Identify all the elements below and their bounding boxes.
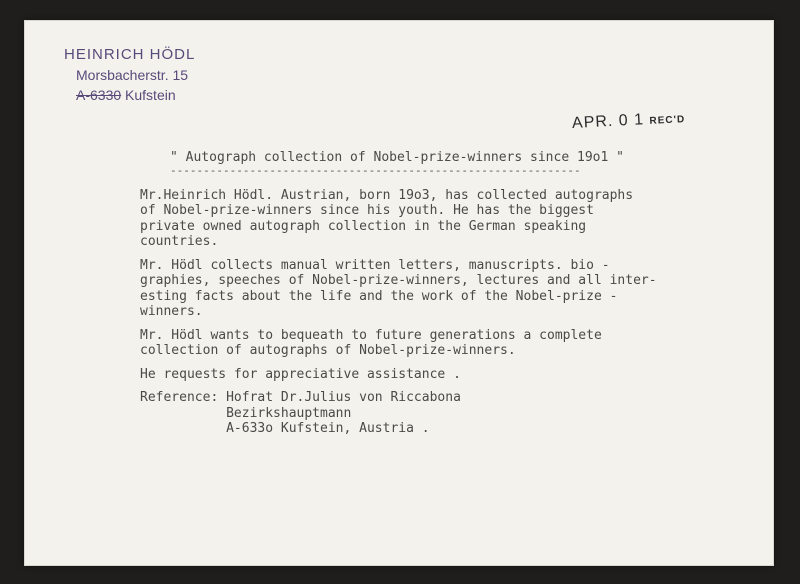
sender-street: Morsbacherstr. 15 <box>76 67 189 83</box>
received-date: APR. 0 1 <box>571 111 645 132</box>
received-stamp <box>572 109 686 133</box>
sender-name: HEINRICH HÖDL <box>64 46 196 63</box>
title-underline: -------------------------------------------------------------- <box>170 165 581 177</box>
paragraph: Mr.Heinrich Hödl. Austrian, born 19o3, has collected autographs of Nobel-prize-winners since his youth. He has the biggest private owned autograph collection in the German speaking countries. <box>140 187 634 249</box>
letter-title: " Autograph collection of Nobel-prize-winners since 19o1 " <box>170 150 624 165</box>
paragraph: Mr. Hödl wants to bequeath to future generations a complete collection of autographs of Nobel-prize-winners. <box>140 327 602 358</box>
reference-block: Reference: Hofrat Dr.Julius von Riccabona Bezirkshauptmann A-633o Kufstein, Austria . <box>140 390 461 436</box>
sender-postcode: A-6330 <box>76 87 122 103</box>
paragraph: Mr. Hödl collects manual written letters, manuscripts. bio - graphies, speeches of Nobel-prize-winners, lectures and all inter- esting facts about the life and the work of the Nobel-prize - winners. <box>140 257 657 319</box>
sender-city-line <box>64 87 195 103</box>
received-label: REC'D <box>649 114 686 127</box>
sender-letterhead <box>64 46 195 103</box>
letter-body <box>140 150 750 437</box>
sender-city: Kufstein <box>125 87 176 103</box>
paragraph: He requests for appreciative assistance . <box>140 366 461 382</box>
letter-sheet <box>24 20 774 566</box>
